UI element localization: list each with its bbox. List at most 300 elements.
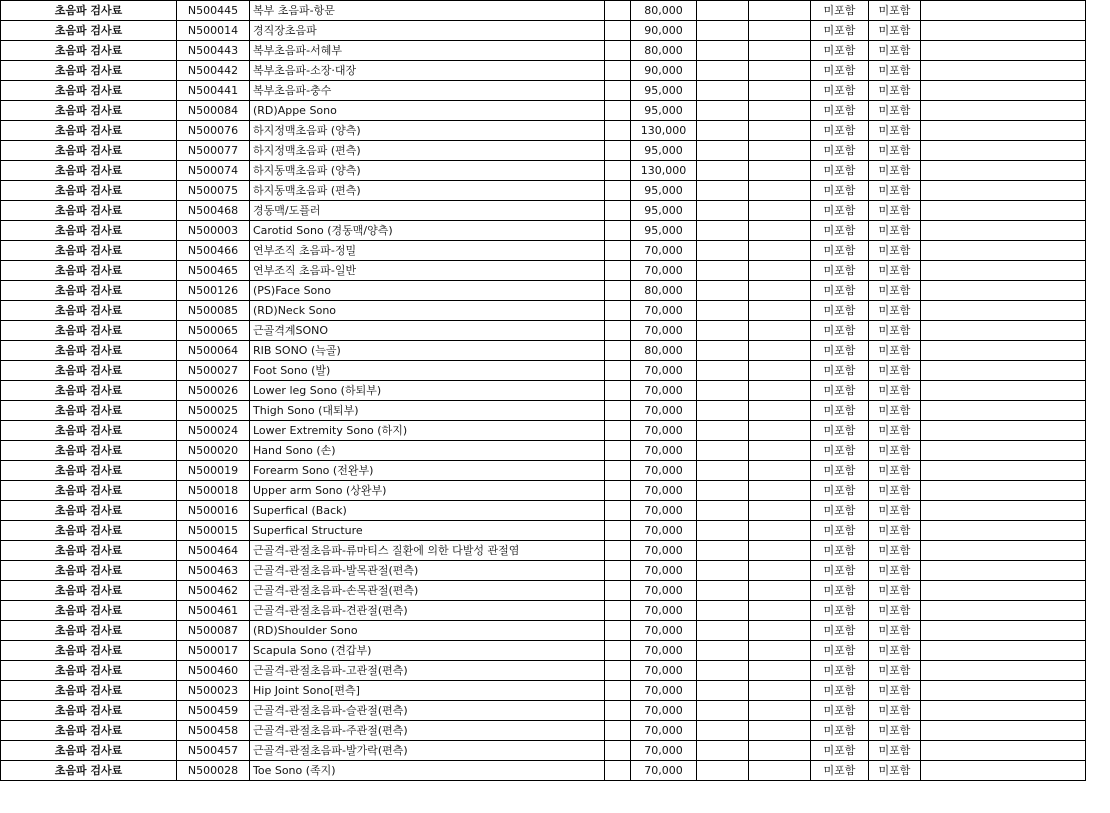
empty-cell <box>605 661 631 681</box>
empty-cell <box>697 101 749 121</box>
price-cell: 70,000 <box>631 501 697 521</box>
code-cell: N500018 <box>177 481 250 501</box>
empty-cell <box>749 1 811 21</box>
code-cell: N500027 <box>177 361 250 381</box>
item-name-cell: 하지동맥초음파 (양측) <box>250 161 605 181</box>
category-cell: 초음파 검사료 <box>1 41 177 61</box>
inclusion-cell: 미포함 <box>869 441 921 461</box>
inclusion-cell: 미포함 <box>811 121 869 141</box>
empty-cell <box>697 641 749 661</box>
empty-cell <box>749 601 811 621</box>
item-name-cell: Lower Extremity Sono (하지) <box>250 421 605 441</box>
empty-cell <box>921 761 1086 781</box>
category-cell: 초음파 검사료 <box>1 281 177 301</box>
empty-cell <box>697 401 749 421</box>
empty-cell <box>921 21 1086 41</box>
table-row <box>1 481 1086 501</box>
empty-cell <box>697 761 749 781</box>
item-name-cell: Lower leg Sono (하퇴부) <box>250 381 605 401</box>
inclusion-cell: 미포함 <box>811 101 869 121</box>
price-cell: 70,000 <box>631 641 697 661</box>
table-row <box>1 641 1086 661</box>
empty-cell <box>921 61 1086 81</box>
inclusion-cell: 미포함 <box>811 461 869 481</box>
inclusion-cell: 미포함 <box>869 181 921 201</box>
table-row <box>1 1 1086 21</box>
inclusion-cell: 미포함 <box>869 281 921 301</box>
code-cell: N500458 <box>177 721 250 741</box>
empty-cell <box>921 81 1086 101</box>
price-cell: 80,000 <box>631 281 697 301</box>
inclusion-cell: 미포함 <box>869 321 921 341</box>
table-row <box>1 41 1086 61</box>
table-row <box>1 601 1086 621</box>
item-name-cell: 복부초음파-충수 <box>250 81 605 101</box>
table-row <box>1 101 1086 121</box>
table-row <box>1 381 1086 401</box>
inclusion-cell: 미포함 <box>869 601 921 621</box>
table-row <box>1 81 1086 101</box>
inclusion-cell: 미포함 <box>869 81 921 101</box>
code-cell: N500468 <box>177 201 250 221</box>
inclusion-cell: 미포함 <box>869 721 921 741</box>
empty-cell <box>921 501 1086 521</box>
item-name-cell: 하지정맥초음파 (편측) <box>250 141 605 161</box>
price-cell: 70,000 <box>631 261 697 281</box>
empty-cell <box>605 1 631 21</box>
empty-cell <box>749 281 811 301</box>
inclusion-cell: 미포함 <box>811 321 869 341</box>
empty-cell <box>697 481 749 501</box>
empty-cell <box>697 501 749 521</box>
category-cell: 초음파 검사료 <box>1 261 177 281</box>
table-row <box>1 221 1086 241</box>
price-cell: 70,000 <box>631 761 697 781</box>
code-cell: N500457 <box>177 741 250 761</box>
empty-cell <box>749 21 811 41</box>
price-cell: 95,000 <box>631 101 697 121</box>
category-cell: 초음파 검사료 <box>1 681 177 701</box>
inclusion-cell: 미포함 <box>869 121 921 141</box>
code-cell: N500077 <box>177 141 250 161</box>
empty-cell <box>605 81 631 101</box>
price-cell: 70,000 <box>631 361 697 381</box>
price-cell: 95,000 <box>631 181 697 201</box>
empty-cell <box>921 1 1086 21</box>
code-cell: N500020 <box>177 441 250 461</box>
code-cell: N500003 <box>177 221 250 241</box>
empty-cell <box>697 681 749 701</box>
code-cell: N500028 <box>177 761 250 781</box>
inclusion-cell: 미포함 <box>811 1 869 21</box>
item-name-cell: Thigh Sono (대퇴부) <box>250 401 605 421</box>
table-row <box>1 541 1086 561</box>
price-cell: 90,000 <box>631 21 697 41</box>
price-cell: 70,000 <box>631 421 697 441</box>
inclusion-cell: 미포함 <box>811 21 869 41</box>
price-cell: 70,000 <box>631 321 697 341</box>
price-cell: 70,000 <box>631 721 697 741</box>
empty-cell <box>697 261 749 281</box>
price-cell: 70,000 <box>631 661 697 681</box>
code-cell: N500461 <box>177 601 250 621</box>
inclusion-cell: 미포함 <box>811 601 869 621</box>
inclusion-cell: 미포함 <box>869 661 921 681</box>
empty-cell <box>921 641 1086 661</box>
empty-cell <box>605 541 631 561</box>
empty-cell <box>749 101 811 121</box>
empty-cell <box>749 141 811 161</box>
empty-cell <box>605 441 631 461</box>
table-row <box>1 61 1086 81</box>
empty-cell <box>605 261 631 281</box>
empty-cell <box>921 201 1086 221</box>
empty-cell <box>749 201 811 221</box>
inclusion-cell: 미포함 <box>811 721 869 741</box>
table-row <box>1 401 1086 421</box>
table-row <box>1 721 1086 741</box>
empty-cell <box>697 321 749 341</box>
empty-cell <box>921 221 1086 241</box>
item-name-cell: 경직장초음파 <box>250 21 605 41</box>
empty-cell <box>605 681 631 701</box>
inclusion-cell: 미포함 <box>869 141 921 161</box>
empty-cell <box>749 561 811 581</box>
inclusion-cell: 미포함 <box>869 61 921 81</box>
empty-cell <box>921 341 1086 361</box>
item-name-cell: Hip Joint Sono[편측] <box>250 681 605 701</box>
empty-cell <box>749 361 811 381</box>
empty-cell <box>749 301 811 321</box>
category-cell: 초음파 검사료 <box>1 61 177 81</box>
inclusion-cell: 미포함 <box>869 741 921 761</box>
empty-cell <box>697 521 749 541</box>
price-cell: 70,000 <box>631 401 697 421</box>
inclusion-cell: 미포함 <box>811 701 869 721</box>
empty-cell <box>697 741 749 761</box>
empty-cell <box>697 281 749 301</box>
table-row <box>1 301 1086 321</box>
empty-cell <box>605 701 631 721</box>
category-cell: 초음파 검사료 <box>1 341 177 361</box>
empty-cell <box>697 441 749 461</box>
inclusion-cell: 미포함 <box>811 361 869 381</box>
item-name-cell: (RD)Shoulder Sono <box>250 621 605 641</box>
table-row <box>1 521 1086 541</box>
empty-cell <box>605 101 631 121</box>
category-cell: 초음파 검사료 <box>1 721 177 741</box>
inclusion-cell: 미포함 <box>869 381 921 401</box>
empty-cell <box>697 301 749 321</box>
code-cell: N500465 <box>177 261 250 281</box>
price-cell: 70,000 <box>631 681 697 701</box>
inclusion-cell: 미포함 <box>811 201 869 221</box>
empty-cell <box>749 481 811 501</box>
category-cell: 초음파 검사료 <box>1 541 177 561</box>
code-cell: N500026 <box>177 381 250 401</box>
table-row <box>1 461 1086 481</box>
price-cell: 80,000 <box>631 341 697 361</box>
empty-cell <box>697 541 749 561</box>
item-name-cell: Hand Sono (손) <box>250 441 605 461</box>
inclusion-cell: 미포함 <box>869 21 921 41</box>
empty-cell <box>605 301 631 321</box>
code-cell: N500464 <box>177 541 250 561</box>
category-cell: 초음파 검사료 <box>1 441 177 461</box>
code-cell: N500087 <box>177 621 250 641</box>
inclusion-cell: 미포함 <box>811 541 869 561</box>
code-cell: N500074 <box>177 161 250 181</box>
code-cell: N500016 <box>177 501 250 521</box>
empty-cell <box>921 381 1086 401</box>
inclusion-cell: 미포함 <box>811 421 869 441</box>
inclusion-cell: 미포함 <box>869 101 921 121</box>
inclusion-cell: 미포함 <box>811 301 869 321</box>
empty-cell <box>697 141 749 161</box>
price-cell: 70,000 <box>631 621 697 641</box>
code-cell: N500443 <box>177 41 250 61</box>
table-row <box>1 561 1086 581</box>
empty-cell <box>921 581 1086 601</box>
price-cell: 70,000 <box>631 521 697 541</box>
inclusion-cell: 미포함 <box>869 301 921 321</box>
inclusion-cell: 미포함 <box>869 401 921 421</box>
item-name-cell: Carotid Sono (경동맥/양측) <box>250 221 605 241</box>
inclusion-cell: 미포함 <box>869 561 921 581</box>
empty-cell <box>605 221 631 241</box>
empty-cell <box>749 641 811 661</box>
inclusion-cell: 미포함 <box>811 81 869 101</box>
code-cell: N500024 <box>177 421 250 441</box>
empty-cell <box>749 541 811 561</box>
item-name-cell: (PS)Face Sono <box>250 281 605 301</box>
item-name-cell: (RD)Appe Sono <box>250 101 605 121</box>
empty-cell <box>749 241 811 261</box>
table-row <box>1 761 1086 781</box>
empty-cell <box>921 541 1086 561</box>
item-name-cell: 복부초음파-소장·대장 <box>250 61 605 81</box>
empty-cell <box>697 61 749 81</box>
empty-cell <box>921 301 1086 321</box>
inclusion-cell: 미포함 <box>811 761 869 781</box>
price-cell: 90,000 <box>631 61 697 81</box>
inclusion-cell: 미포함 <box>869 641 921 661</box>
inclusion-cell: 미포함 <box>869 701 921 721</box>
category-cell: 초음파 검사료 <box>1 101 177 121</box>
item-name-cell: 하지동맥초음파 (편측) <box>250 181 605 201</box>
table-row <box>1 361 1086 381</box>
price-cell: 70,000 <box>631 701 697 721</box>
table-row <box>1 681 1086 701</box>
empty-cell <box>697 221 749 241</box>
empty-cell <box>749 261 811 281</box>
category-cell: 초음파 검사료 <box>1 421 177 441</box>
inclusion-cell: 미포함 <box>869 421 921 441</box>
inclusion-cell: 미포함 <box>869 201 921 221</box>
empty-cell <box>749 681 811 701</box>
empty-cell <box>749 61 811 81</box>
inclusion-cell: 미포함 <box>811 481 869 501</box>
inclusion-cell: 미포함 <box>869 241 921 261</box>
price-cell: 70,000 <box>631 241 697 261</box>
inclusion-cell: 미포함 <box>811 681 869 701</box>
empty-cell <box>605 161 631 181</box>
price-cell: 70,000 <box>631 601 697 621</box>
item-name-cell: 하지정맥초음파 (양측) <box>250 121 605 141</box>
category-cell: 초음파 검사료 <box>1 581 177 601</box>
price-cell: 95,000 <box>631 201 697 221</box>
category-cell: 초음파 검사료 <box>1 661 177 681</box>
code-cell: N500445 <box>177 1 250 21</box>
category-cell: 초음파 검사료 <box>1 321 177 341</box>
code-cell: N500441 <box>177 81 250 101</box>
price-cell: 130,000 <box>631 121 697 141</box>
code-cell: N500460 <box>177 661 250 681</box>
category-cell: 초음파 검사료 <box>1 601 177 621</box>
empty-cell <box>921 41 1086 61</box>
inclusion-cell: 미포함 <box>811 241 869 261</box>
inclusion-cell: 미포함 <box>811 281 869 301</box>
inclusion-cell: 미포함 <box>811 581 869 601</box>
code-cell: N500084 <box>177 101 250 121</box>
table-row <box>1 741 1086 761</box>
empty-cell <box>749 621 811 641</box>
inclusion-cell: 미포함 <box>869 221 921 241</box>
category-cell: 초음파 검사료 <box>1 621 177 641</box>
empty-cell <box>749 401 811 421</box>
empty-cell <box>697 81 749 101</box>
empty-cell <box>605 41 631 61</box>
category-cell: 초음파 검사료 <box>1 701 177 721</box>
empty-cell <box>749 221 811 241</box>
empty-cell <box>605 121 631 141</box>
inclusion-cell: 미포함 <box>811 441 869 461</box>
code-cell: N500462 <box>177 581 250 601</box>
empty-cell <box>605 181 631 201</box>
empty-cell <box>697 361 749 381</box>
item-name-cell: RIB SONO (늑골) <box>250 341 605 361</box>
empty-cell <box>697 721 749 741</box>
empty-cell <box>921 621 1086 641</box>
empty-cell <box>697 581 749 601</box>
empty-cell <box>921 661 1086 681</box>
empty-cell <box>605 341 631 361</box>
inclusion-cell: 미포함 <box>811 141 869 161</box>
table-row <box>1 621 1086 641</box>
price-cell: 70,000 <box>631 561 697 581</box>
item-name-cell: Scapula Sono (견갑부) <box>250 641 605 661</box>
item-name-cell: 연부조직 초음파-정밀 <box>250 241 605 261</box>
empty-cell <box>697 121 749 141</box>
code-cell: N500442 <box>177 61 250 81</box>
category-cell: 초음파 검사료 <box>1 401 177 421</box>
category-cell: 초음파 검사료 <box>1 561 177 581</box>
empty-cell <box>921 681 1086 701</box>
empty-cell <box>605 621 631 641</box>
code-cell: N500126 <box>177 281 250 301</box>
code-cell: N500075 <box>177 181 250 201</box>
empty-cell <box>605 321 631 341</box>
price-cell: 70,000 <box>631 461 697 481</box>
inclusion-cell: 미포함 <box>811 401 869 421</box>
item-name-cell: 근골격-관절초음파-손목관절(편측) <box>250 581 605 601</box>
table-row <box>1 241 1086 261</box>
empty-cell <box>749 701 811 721</box>
price-cell: 70,000 <box>631 381 697 401</box>
empty-cell <box>921 181 1086 201</box>
empty-cell <box>921 741 1086 761</box>
inclusion-cell: 미포함 <box>811 161 869 181</box>
price-cell: 80,000 <box>631 41 697 61</box>
empty-cell <box>697 621 749 641</box>
item-name-cell: Foot Sono (발) <box>250 361 605 381</box>
empty-cell <box>749 41 811 61</box>
empty-cell <box>749 461 811 481</box>
empty-cell <box>605 61 631 81</box>
inclusion-cell: 미포함 <box>811 641 869 661</box>
table-row <box>1 261 1086 281</box>
empty-cell <box>605 461 631 481</box>
category-cell: 초음파 검사료 <box>1 201 177 221</box>
inclusion-cell: 미포함 <box>811 261 869 281</box>
empty-cell <box>697 181 749 201</box>
price-cell: 70,000 <box>631 441 697 461</box>
empty-cell <box>749 341 811 361</box>
inclusion-cell: 미포함 <box>811 561 869 581</box>
empty-cell <box>749 161 811 181</box>
empty-cell <box>697 601 749 621</box>
empty-cell <box>605 501 631 521</box>
category-cell: 초음파 검사료 <box>1 21 177 41</box>
empty-cell <box>749 81 811 101</box>
category-cell: 초음파 검사료 <box>1 521 177 541</box>
category-cell: 초음파 검사료 <box>1 301 177 321</box>
empty-cell <box>605 421 631 441</box>
empty-cell <box>605 521 631 541</box>
code-cell: N500023 <box>177 681 250 701</box>
empty-cell <box>921 701 1086 721</box>
empty-cell <box>605 21 631 41</box>
code-cell: N500466 <box>177 241 250 261</box>
code-cell: N500025 <box>177 401 250 421</box>
code-cell: N500085 <box>177 301 250 321</box>
empty-cell <box>697 1 749 21</box>
item-name-cell: 근골격-관절초음파-고관절(편측) <box>250 661 605 681</box>
price-cell: 70,000 <box>631 301 697 321</box>
category-cell: 초음파 검사료 <box>1 241 177 261</box>
item-name-cell: 근골격-관절초음파-슬관절(편측) <box>250 701 605 721</box>
inclusion-cell: 미포함 <box>811 621 869 641</box>
table-row <box>1 501 1086 521</box>
item-name-cell: 근골격-관절초음파-류마티스 질환에 의한 다발성 관절염 <box>250 541 605 561</box>
empty-cell <box>605 481 631 501</box>
inclusion-cell: 미포함 <box>869 581 921 601</box>
empty-cell <box>921 481 1086 501</box>
category-cell: 초음파 검사료 <box>1 741 177 761</box>
inclusion-cell: 미포함 <box>811 381 869 401</box>
price-cell: 70,000 <box>631 541 697 561</box>
code-cell: N500064 <box>177 341 250 361</box>
item-name-cell: 근골격계SONO <box>250 321 605 341</box>
empty-cell <box>697 241 749 261</box>
empty-cell <box>921 521 1086 541</box>
empty-cell <box>697 341 749 361</box>
price-cell: 70,000 <box>631 581 697 601</box>
empty-cell <box>605 281 631 301</box>
empty-cell <box>605 761 631 781</box>
empty-cell <box>749 661 811 681</box>
inclusion-cell: 미포함 <box>811 661 869 681</box>
